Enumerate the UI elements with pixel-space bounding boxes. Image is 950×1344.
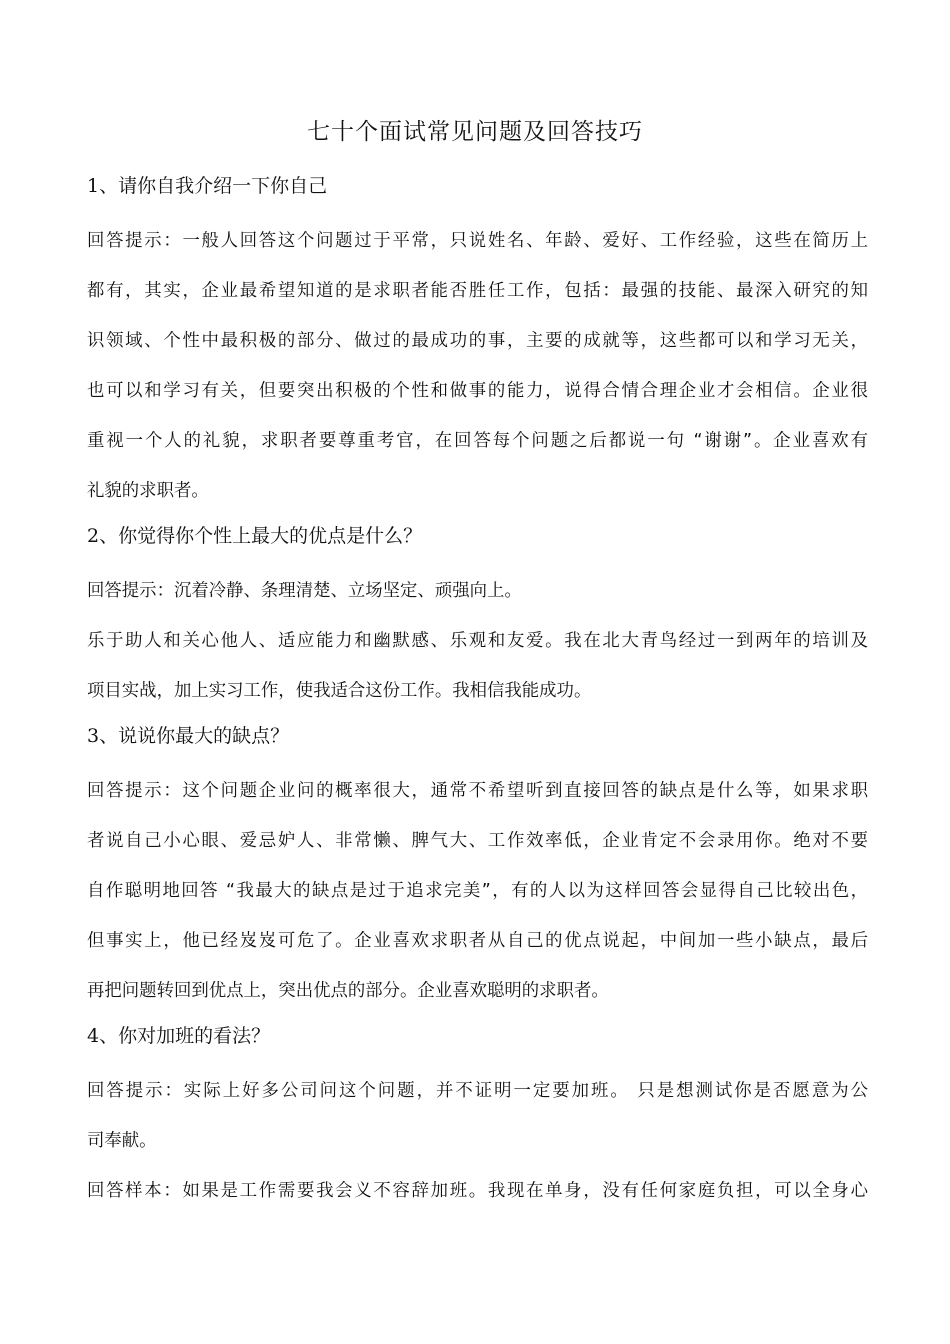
- document-title: 七十个面试常见问题及回答技巧: [307, 119, 643, 145]
- section-4: [87, 1016, 868, 1216]
- section-heading: 2、你觉得你个性上最大的优点是什么？: [87, 525, 423, 547]
- text-line: 都有，其实，企业最希望知道的是求职者能否胜任工作，包括：最强的技能、最深入研究的知: [87, 281, 868, 301]
- text-line: 回答样本：如果是工作需要我会义不容辞加班。我现在单身，没有任何家庭负担，可以全身心: [87, 1181, 868, 1201]
- text-line: 者说自己小心眼、爱忌妒人、非常懒、脾气大、工作效率低，企业肯定不会录用你。绝对不要: [87, 831, 868, 851]
- text-line: 再把问题转回到优点上，突出优点的部分。企业喜欢聪明的求职者。: [87, 981, 609, 1001]
- text-line: 也可以和学习有关，但要突出积极的个性和做事的能力，说得合情合理企业才会相信。企业很: [87, 381, 868, 401]
- section-heading: 1、请你自我介绍一下你自己: [87, 175, 328, 197]
- text-line: 回答提示：这个问题企业问的概率很大，通常不希望听到直接回答的缺点是什么等，如果求职: [87, 781, 868, 801]
- text-line: 乐于助人和关心他人、适应能力和幽默感、乐观和友爱。我在北大青鸟经过一到两年的培训及: [87, 631, 868, 651]
- text-line: 自作聪明地回答 “我最大的缺点是过于追求完美”，有的人以为这样回答会显得自己比较出色，: [87, 881, 868, 901]
- text-line: 重视一个人的礼貌，求职者要尊重考官，在回答每个问题之后都说一句 “谢谢”。企业喜欢有: [87, 431, 868, 451]
- answer-tip-paragraph: [87, 216, 868, 516]
- document-body: [87, 166, 868, 1216]
- text-line: 但事实上，他已经岌岌可危了。企业喜欢求职者从自己的优点说起，中间加一些小缺点，最后: [87, 931, 868, 951]
- answer-tip-paragraph: [87, 566, 868, 616]
- section-3: [87, 716, 868, 1016]
- answer-sample-paragraph: [87, 1166, 868, 1216]
- section-heading: 4、你对加班的看法？: [87, 1025, 271, 1047]
- section-2: [87, 516, 868, 716]
- text-line: 回答提示：实际上好多公司问这个问题，并不证明一定要加班。 只是想测试你是否愿意为公: [87, 1081, 868, 1101]
- body-paragraph: [87, 616, 868, 716]
- answer-tip-paragraph: [87, 766, 868, 1016]
- text-line: 回答提示：一般人回答这个问题过于平常，只说姓名、年龄、爱好、工作经验，这些在简历上: [87, 231, 868, 251]
- text-line: 回答提示：沉着冷静、条理清楚、立场坚定、顽强向上。: [87, 581, 522, 601]
- section-heading: 3、说说你最大的缺点？: [87, 725, 290, 747]
- text-line: 项目实战，加上实习工作，使我适合这份工作。我相信我能成功。: [87, 681, 592, 701]
- text-line: 司奉献。: [87, 1131, 157, 1151]
- text-line: 礼貌的求职者。: [87, 481, 209, 501]
- section-1: [87, 166, 868, 516]
- answer-tip-paragraph: [87, 1066, 868, 1166]
- text-line: 识领域、个性中最积极的部分、做过的最成功的事，主要的成就等，这些都可以和学习无关，: [87, 331, 868, 351]
